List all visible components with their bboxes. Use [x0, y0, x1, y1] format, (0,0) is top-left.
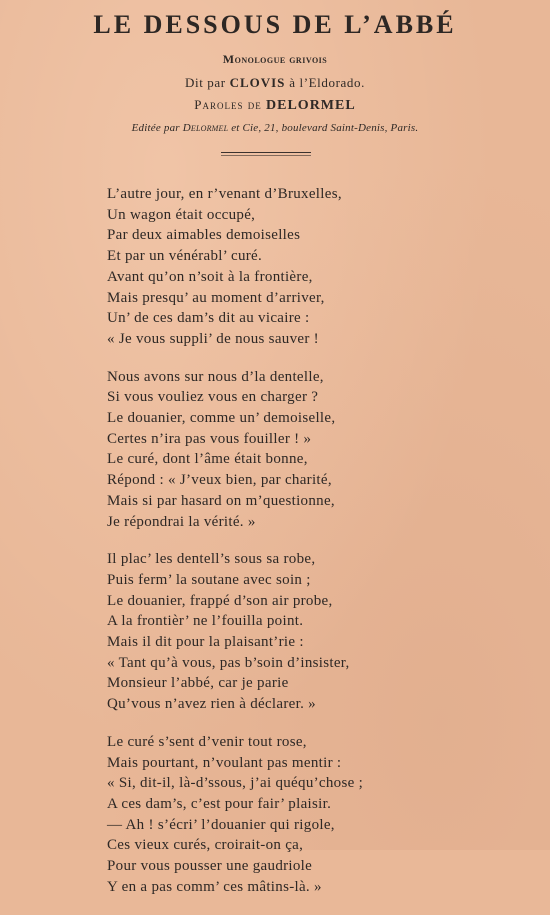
verse-line: Puis ferm’ la soutane avec soin ; — [107, 571, 311, 588]
verse-line: « Si, dit-il, là-d’ssous, j’ai quéqu’chose ; — [107, 775, 364, 792]
verse-line: Avant qu’on n’soit à la frontière, — [107, 268, 313, 285]
verse-line: Répond : « J’veux bien, par charité, — [107, 472, 332, 489]
verse-line: Un’ de ces dam’s dit au vicaire : — [107, 310, 310, 327]
stanza — [107, 549, 527, 715]
verse-line: Mais pourtant, n’voulant pas mentir : — [107, 754, 342, 771]
verse-line: Y en a pas comm’ ces mâtins-là. » — [107, 878, 322, 895]
verse-line: « Tant qu’à vous, pas b’soin d’insister, — [107, 654, 350, 671]
verse-line: Le curé, dont l’âme était bonne, — [107, 451, 308, 468]
verse-line: Et par un vénérabl’ curé. — [107, 248, 263, 265]
publisher-prefix: Editée par — [131, 122, 183, 134]
lyricist-name: DELORMEL — [266, 98, 356, 113]
verse-line: Le douanier, frappé d’son air probe, — [107, 592, 333, 609]
performer-name: CLOVIS — [229, 75, 286, 90]
verse-line: Mais si par hasard on m’questionne, — [107, 492, 335, 509]
verse-line: L’autre jour, en r’venant d’Bruxelles, — [107, 186, 342, 202]
decorative-rule — [221, 152, 311, 153]
verse-line: Le curé s’sent d’venir tout rose, — [107, 733, 307, 750]
publisher-name: Delormel — [182, 122, 229, 134]
verse-line: Si vous vouliez vous en charger ? — [107, 389, 319, 406]
verse-line: Ces vieux curés, croirait-on ça, — [107, 837, 304, 854]
verse-line: Mais il dit pour la plaisant’rie : — [107, 634, 304, 651]
verse-line: Par deux aimables demoiselles — [107, 227, 301, 244]
verse-line: A ces dam’s, c’est pour fair’ plaisir. — [107, 795, 332, 812]
poem-body — [107, 184, 527, 915]
song-subtitle: Monologue grivois — [222, 52, 328, 66]
song-title: LE DESSOUS DE L’ABBÉ — [93, 10, 457, 39]
verse-line: Nous avons sur nous d’la dentelle, — [107, 368, 324, 385]
verse-line: Monsieur l’abbé, car je parie — [107, 675, 289, 692]
lyricist-prefix: Paroles de — [194, 97, 267, 112]
decorative-rule-thin — [221, 155, 311, 156]
verse-line: Pour vous pousser une gaudriole — [107, 858, 313, 875]
publisher-line — [0, 122, 550, 134]
performer-suffix: à l’Eldorado. — [285, 75, 365, 90]
performer-prefix: Dit par — [185, 75, 230, 90]
stanza — [107, 184, 527, 350]
verse-line: Certes n’ira pas vous fouiller ! » — [107, 430, 312, 447]
stanza — [107, 367, 527, 533]
verse-line: — Ah ! s’écri’ l’douanier qui rigole, — [107, 816, 335, 833]
verse-line: Un wagon était occupé, — [107, 206, 256, 223]
verse-line: Qu’vous n’avez rien à déclarer. » — [107, 696, 316, 713]
verse-line: Je répondrai la vérité. » — [107, 513, 256, 530]
verse-line: « Je vous suppli’ de nous sauver ! — [107, 330, 319, 347]
verse-line: A la frontièr’ ne l’fouilla point. — [107, 613, 304, 630]
lyricist-line — [0, 97, 550, 114]
verse-line: Mais presqu’ au moment d’arriver, — [107, 289, 325, 306]
verse-line: Le douanier, comme un’ demoiselle, — [107, 410, 336, 427]
performer-line — [0, 75, 550, 91]
publisher-suffix: et Cie, 21, boulevard Saint-Denis, Paris. — [228, 122, 419, 134]
verse-line: Il plac’ les dentell’s sous sa robe, — [107, 551, 316, 568]
stanza — [107, 732, 527, 898]
